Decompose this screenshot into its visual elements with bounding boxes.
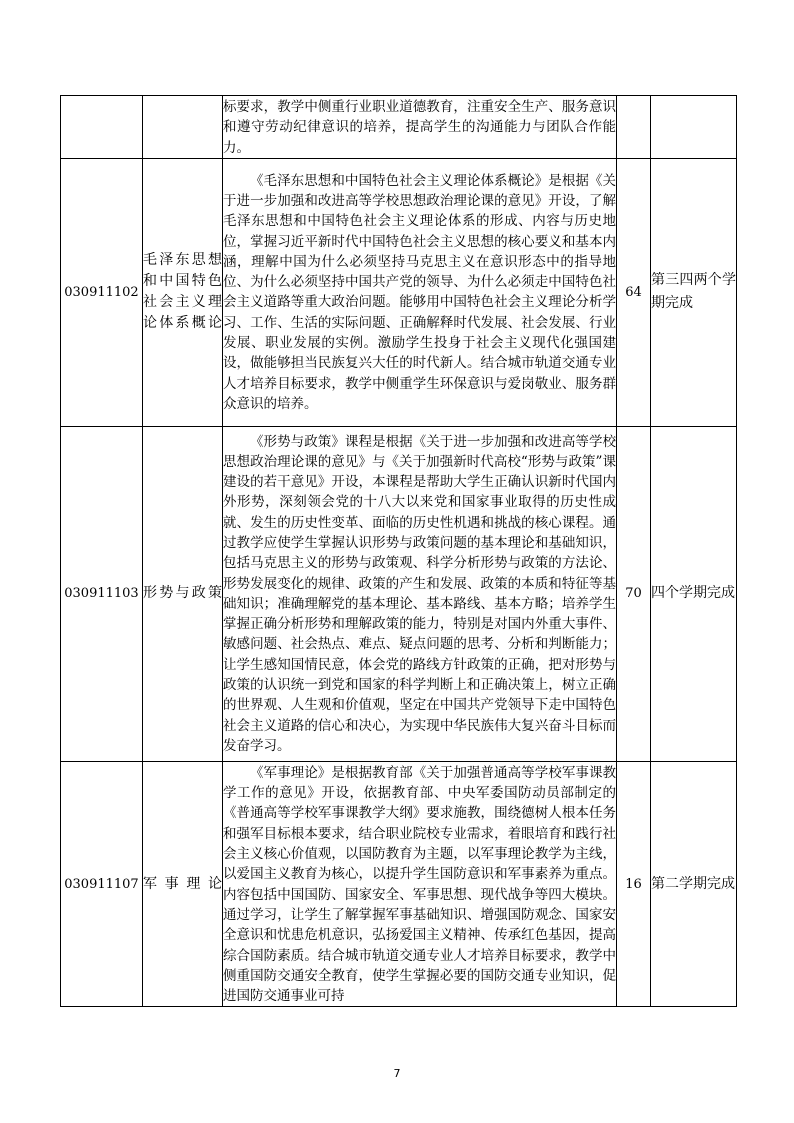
course-code: 030911103 (61, 426, 143, 761)
course-hours: 70 (617, 426, 651, 761)
course-hours: 16 (617, 761, 651, 1007)
course-hours (617, 96, 651, 159)
course-description (223, 761, 617, 1007)
course-term: 第三四两个学期完成 (651, 158, 737, 426)
course-description (223, 158, 617, 426)
course-name: 形势与政策 (143, 426, 223, 761)
course-description-text: 《军事理论》是根据教育部《关于加强普通高等学校军事课教学工作的意见》开设，依据教育部、中央军委国防动员部制定的《普通高等学校军事课教学大纲》要求施教，围绕德树人根本任务和强军目标根本要求，结合职业院校专业需求，着眼培育和践行社会主义核心价值观，以国防教育为主题，以军事理论教学为主线，以爱国主义教育为核心，以提升学生国防意识和军事素养为重点。内容包括中国国防、国家安全、军事思想、现代战争等四大模块。通过学习，让学生了解掌握军事基础知识、增强国防观念、国家安全意识和忧患危机意识，弘扬爱国主义精神、传承红色基因，提高综合国防素质。结合城市轨道交通专业人才培养目标要求，教学中侧重国防交通安全教育，使学生掌握必要的国防交通专业知识，促进国防交通事业可持 (223, 764, 616, 1005)
table-row (61, 96, 737, 159)
course-name: 毛泽东思想和中国特色社会主义理论体系概论 (143, 158, 223, 426)
course-term: 第二学期完成 (651, 761, 737, 1007)
course-code (61, 96, 143, 159)
course-description-text: 标要求，教学中侧重行业职业道德教育，注重安全生产、服务意识和遵守劳动纪律意识的培养，提高学生的沟通能力与团队合作能力。 (223, 99, 616, 156)
course-name: 军事理论 (143, 761, 223, 1007)
course-hours: 64 (617, 158, 651, 426)
table-row (61, 761, 737, 1007)
course-term (651, 96, 737, 159)
course-code: 030911102 (61, 158, 143, 426)
course-table (60, 95, 737, 1007)
course-description (223, 96, 617, 159)
table-row (61, 158, 737, 426)
course-code: 030911107 (61, 761, 143, 1007)
course-description-text: 《毛泽东思想和中国特色社会主义理论体系概论》是根据《关于进一步加强和改进高等学校思想政治理论课的意见》开设，了解毛泽东思想和中国特色社会主义理论体系的形成、内容与历史地位，掌握习近平新时代中国特色社会主义思想的核心要义和基本内涵，理解中国为什么必须坚持马克思主义在意识形态中的指导地位、为什么必须坚持中国共产党的领导、为什么必须走中国特色社会主义道路等重大政治问题。能够用中国特色社会主义理论分析学习、工作、生活的实际问题、正确解释时代发展、社会发展、行业发展、职业发展的实例。激励学生投身于社会主义现代化强国建设，做能够担当民族复兴大任的时代新人。结合城市轨道交通专业人才培养目标要求，教学中侧重学生环保意识与爱岗敬业、服务群众意识的培养。 (223, 172, 616, 412)
table-row (61, 426, 737, 761)
course-description (223, 426, 617, 761)
course-term: 四个学期完成 (651, 426, 737, 761)
course-name (143, 96, 223, 159)
page-number: 7 (393, 1067, 401, 1080)
course-description-text: 《形势与政策》课程是根据《关于进一步加强和改进高等学校思想政治理论课的意见》与《关于加强新时代高校“形势与政策”课建设的若干意见》开设，本课程是帮助大学生正确认识新时代国内外形势，深刻领会党的十八大以来党和国家事业取得的历史性成就、发生的历史性变革、面临的历史性机遇和挑战的核心课程。通过教学应使学生掌握认识形势与政策问题的基本理论和基础知识，包括马克思主义的形势与政策观、科学分析形势与政策的方法论、形势发展变化的规律、政策的产生和发展、政策的本质和特征等基础知识；准确理解党的基本理论、基本路线、基本方略；培养学生掌握正确分析形势和理解政策的能力，特别是对国内外重大事件、敏感问题、社会热点、难点、疑点问题的思考、分析和判断能力；让学生感知国情民意，体会党的路线方针政策的正确，把对形势与政策的认识统一到党和国家的科学判断上和正确决策上，树立正确的世界观、人生观和价值观，坚定在中国共产党领导下走中国特色社会主义道路的信心和决心，为实现中华民族伟大复兴奋斗目标而发奋学习。 (223, 433, 616, 754)
